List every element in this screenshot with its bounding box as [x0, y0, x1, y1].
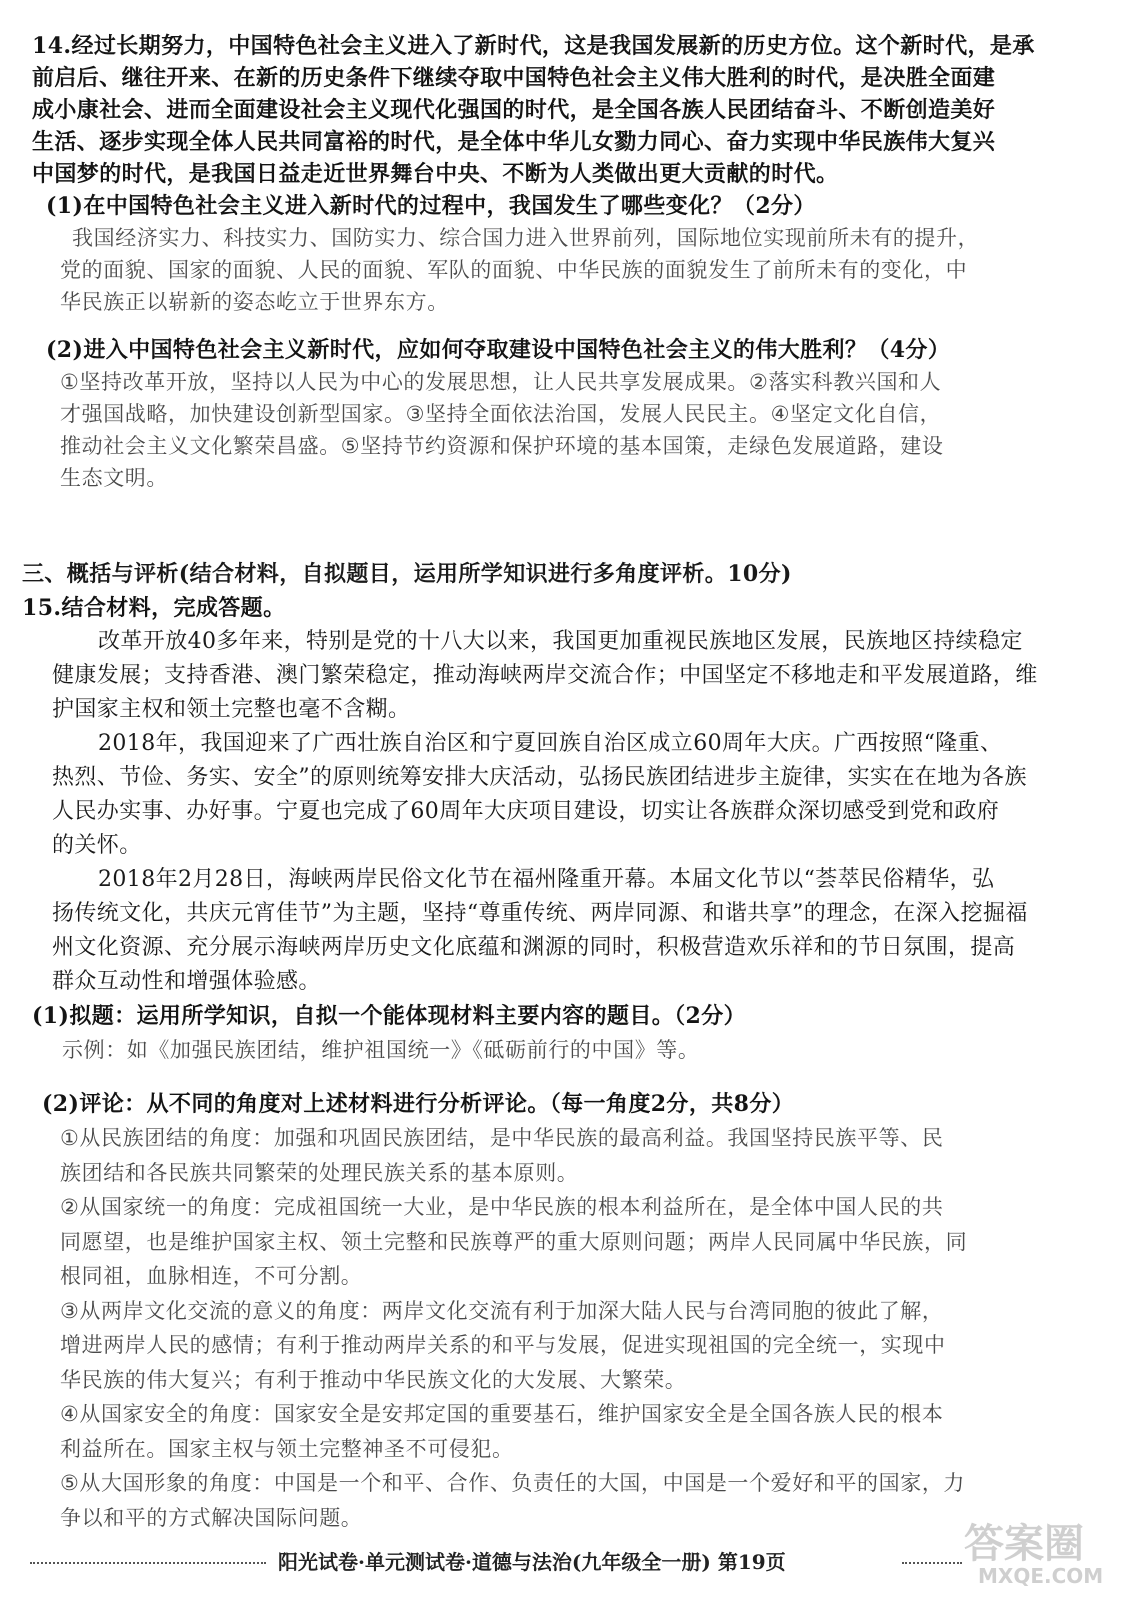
q15-sub2-answer-line: 争以和平的方式解决国际问题。: [60, 1505, 363, 1530]
material-line: 热烈、节俭、务实、安全”的原则统筹安排大庆活动，弘扬民族团结进步主旋律，实实在在地为各族: [52, 765, 1027, 790]
material-line: 州文化资源、充分展示海峡两岸历史文化底蕴和渊源的同时，积极营造欢乐祥和的节日氛围，提高: [52, 935, 1016, 960]
q15-sub2-answer-line: 利益所在。国家主权与领土完整神圣不可侵犯。: [60, 1436, 514, 1461]
watermark-main: 答案圈: [964, 1521, 1084, 1567]
q14-sub2-answer-line: ①坚持改革开放，坚持以人民为中心的发展思想，让人民共享发展成果。②落实科教兴国和人: [60, 370, 942, 394]
material-line: 健康发展；支持香港、澳门繁荣稳定，推动海峡两岸交流合作；中国坚定不移地走和平发展道路，维: [52, 663, 1038, 688]
q14-stem-line: 中国梦的时代，是我国日益走近世界舞台中央、不断为人类做出更大贡献的时代。: [32, 161, 839, 187]
q15-sub2-answer-line: ②从国家统一的角度：完成祖国统一大业，是中华民族的根本利益所在，是全体中国人民的共: [60, 1195, 944, 1219]
q15-sub2-answer-line: 根同祖，血脉相连，不可分割。: [60, 1264, 363, 1288]
q14-sub2-question: (2)进入中国特色社会主义新时代，应如何夺取建设中国特色社会主义的伟大胜利？（4分）: [46, 337, 951, 363]
watermark-url: MXQE.COM: [978, 1564, 1104, 1588]
q14-sub2-answer-line: 推动社会主义文化繁荣昌盛。⑤坚持节约资源和保护环境的基本国策，走绿色发展道路，建设: [60, 434, 944, 458]
q14-stem-line: 成小康社会、进而全面建设社会主义现代化强国的时代，是全国各族人民团结奋斗、不断创造美好: [32, 97, 996, 123]
q14-sub1-answer-line: 党的面貌、国家的面貌、人民的面貌、军队的面貌、中华民族的面貌发生了前所未有的变化，中: [60, 258, 968, 282]
q15-sub2-answer-line: ③从两岸文化交流的意义的角度：两岸文化交流有利于加深大陆人民与台湾同胞的彼此了解，: [60, 1298, 944, 1323]
material-line: 2018年2月28日，海峡两岸民俗文化节在福州隆重开幕。本届文化节以“荟萃民俗精华，弘: [98, 867, 995, 892]
footer-rule-right: [902, 1562, 962, 1564]
q15-sub2-answer-line: 增进两岸人民的感情；有利于推动两岸关系的和平与发展，促进实现祖国的完全统一，实现中: [60, 1333, 946, 1357]
q14-sub2-answer-line: 才强国战略，加快建设创新型国家。③坚持全面依法治国，发展人民民主。④坚定文化自信，: [60, 402, 942, 426]
q15-sub2-question: (2)评论：从不同的角度对上述材料进行分析评论。（每一角度2分，共8分）: [42, 1091, 795, 1117]
section-heading: 三、概括与评析(结合材料，自拟题目，运用所学知识进行多角度评析。10分): [22, 561, 792, 587]
q15-sub2-answer-line: 华民族的伟大复兴；有利于推动中华民族文化的大发展、大繁荣。: [60, 1367, 687, 1392]
watermark-logo: [956, 1512, 1126, 1592]
material-line: 的关怀。: [52, 833, 142, 858]
q14-sub2-answer-line: 生态文明。: [60, 466, 168, 490]
material-line: 扬传统文化，共庆元宵佳节”为主题，坚持“尊重传统、两岸同源、和谐共享”的理念，在深入挖掘福: [52, 901, 1028, 926]
q14-sub1-question: (1)在中国特色社会主义进入新时代的过程中，我国发生了哪些变化？（2分）: [46, 193, 816, 219]
material-line: 2018年，我国迎来了广西壮族自治区和宁夏回族自治区成立60周年大庆。广西按照“隆重、: [98, 731, 1003, 756]
q14-sub1-answer-line: 我国经济实力、科技实力、国防实力、综合国力进入世界前列，国际地位实现前所未有的提升，: [72, 226, 980, 250]
q15-sub2-answer-line: ⑤从大国形象的角度：中国是一个和平、合作、负责任的大国，中国是一个爱好和平的国家，力: [60, 1471, 966, 1495]
q14-stem-line: 14.经过长期努力，中国特色社会主义进入了新时代，这是我国发展新的历史方位。这个新时代，是承: [32, 33, 1035, 59]
q14-stem-line: 前启后、继往开来、在新的历史条件下继续夺取中国特色社会主义伟大胜利的时代，是决胜全面建: [32, 65, 996, 91]
q15-sub2-answer-line: ④从国家安全的角度：国家安全是安邦定国的重要基石，维护国家安全是全国各族人民的根本: [60, 1402, 944, 1426]
q15-sub2-answer-line: 族团结和各民族共同繁荣的处理民族关系的基本原则。: [60, 1160, 579, 1185]
material-line: 护国家主权和领土完整也毫不含糊。: [52, 697, 411, 722]
q15-sub2-answer-line: ①从民族团结的角度：加强和巩固民族团结，是中华民族的最高利益。我国坚持民族平等、民: [60, 1126, 944, 1150]
q15-sub1-question: (1)拟题：运用所学知识，自拟一个能体现材料主要内容的题目。（2分）: [32, 1003, 747, 1029]
q14-stem-line: 生活、逐步实现全体人民共同富裕的时代，是全体中华儿女勠力同心、奋力实现中华民族伟大复兴: [32, 129, 996, 155]
q15-sub1-answer: 示例：如《加强民族团结，维护祖国统一》《砥砺前行的中国》等。: [62, 1038, 700, 1062]
q15-title: 15.结合材料，完成答题。: [22, 595, 286, 621]
material-line: 群众互动性和增强体验感。: [52, 969, 321, 994]
q14-sub1-answer-line: 华民族正以崭新的姿态屹立于世界东方。: [60, 290, 449, 314]
footer-rule-left: [30, 1562, 266, 1564]
q15-sub2-answer-line: 同愿望，也是维护国家主权、领土完整和民族尊严的重大原则问题；两岸人民同属中华民族，同: [60, 1229, 968, 1254]
material-line: 人民办实事、办好事。宁夏也完成了60周年大庆项目建设，切实让各族群众深切感受到党和政府: [52, 799, 1000, 824]
page-footer: 阳光试卷·单元测试卷·道德与法治(九年级全一册) 第19页: [278, 1550, 786, 1574]
material-line: 改革开放40多年来，特别是党的十八大以来，我国更加重视民族地区发展，民族地区持续稳定: [98, 629, 1023, 654]
